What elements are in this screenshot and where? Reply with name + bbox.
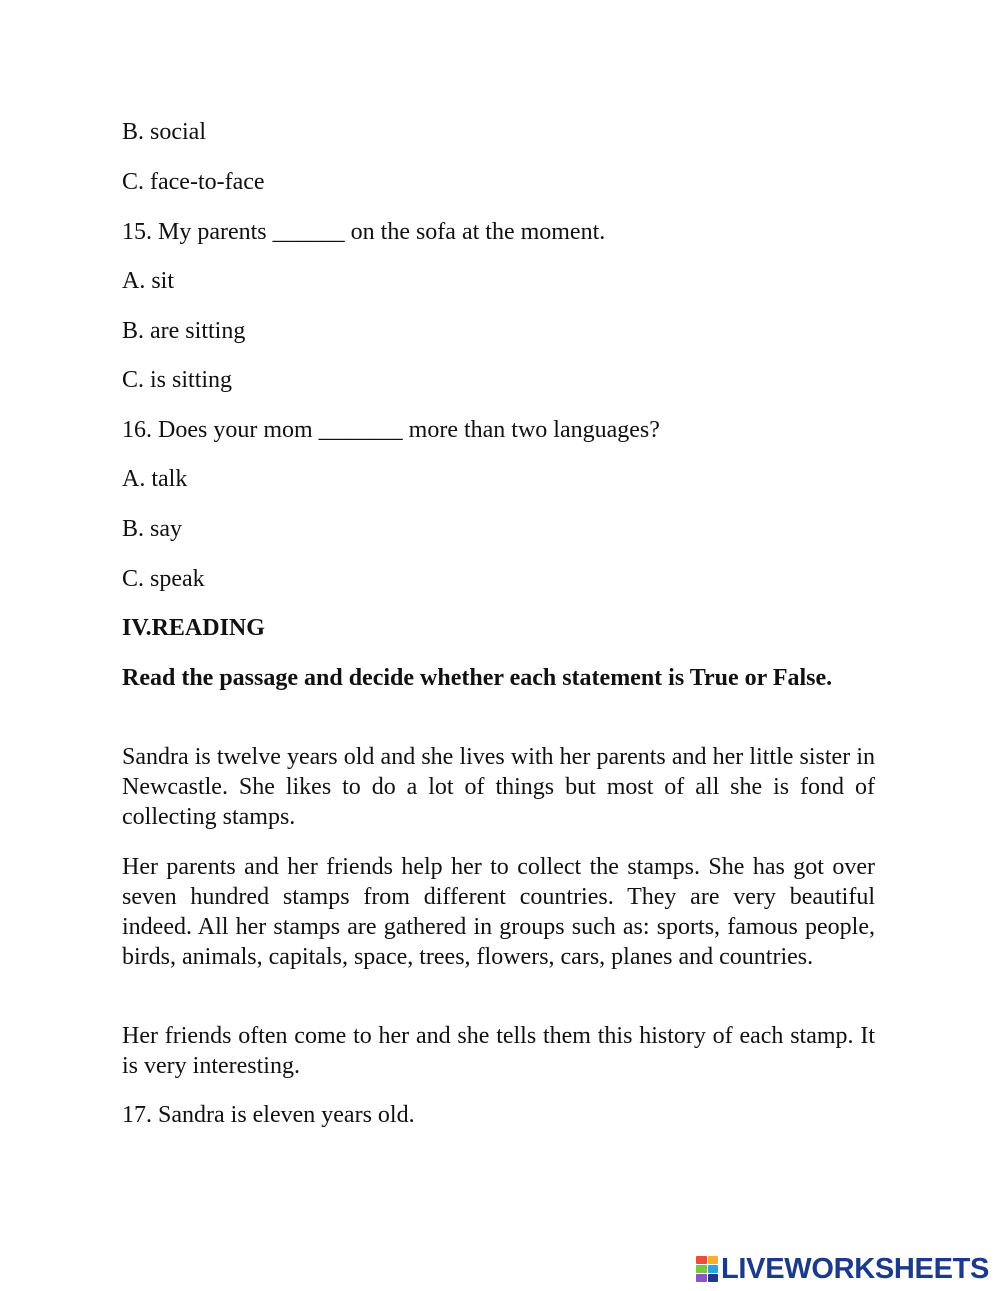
q16-option-a: A. talk — [122, 466, 188, 492]
passage-paragraph-1: Sandra is twelve years old and she lives with her parents and her little sister in Newcastle. She likes to do a lot of things but most of all she is fond of collecting stamps. — [122, 744, 875, 830]
q15-option-c: C. is sitting — [122, 367, 233, 393]
reading-instruction: Read the passage and decide whether each statement is True or False. — [122, 665, 833, 691]
q14-option-b: B. social — [122, 119, 206, 145]
logo-text: LIVEWORKSHEETS — [721, 1252, 990, 1285]
passage-paragraph-2: Her parents and her friends help her to collect the stamps. She has got over seven hundred stamps from different countries. They are very beautiful indeed. All her stamps are gathered in groups such as: sports, famous people, birds, animals, capitals, space, trees, flowers, cars, planes and countries. — [122, 854, 875, 970]
q16-option-b: B. say — [122, 516, 182, 542]
liveworksheets-logo — [696, 1252, 989, 1286]
q15-stem: 15. My parents ______ on the sofa at the moment. — [122, 219, 606, 245]
q15-option-a: A. sit — [122, 268, 175, 294]
q16-option-c: C. speak — [122, 566, 205, 592]
logo-squares-icon — [696, 1256, 718, 1282]
section-heading: IV.READING — [122, 615, 265, 641]
q14-option-c: C. face-to-face — [122, 169, 265, 195]
q15-option-b: B. are sitting — [122, 318, 246, 344]
q16-stem: 16. Does your mom _______ more than two languages? — [122, 417, 660, 443]
passage-paragraph-3: Her friends often come to her and she tells them this history of each stamp. It is very interesting. — [122, 1023, 875, 1079]
q17-statement: 17. Sandra is eleven years old. — [122, 1102, 415, 1128]
